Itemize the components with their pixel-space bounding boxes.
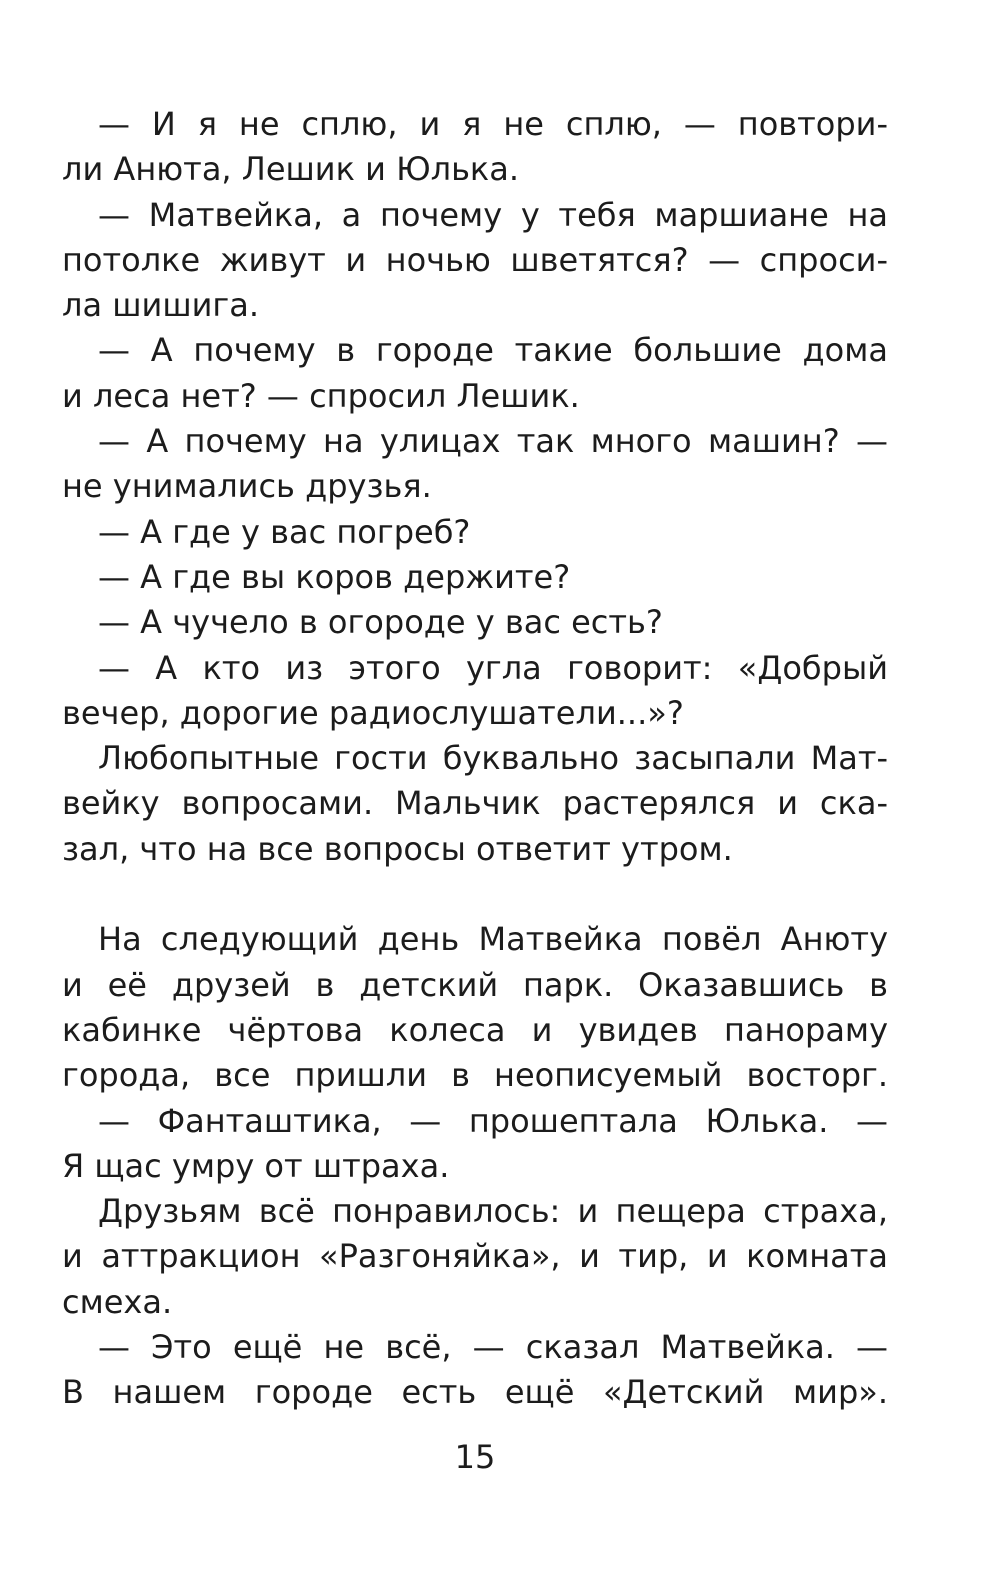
text-line: — А почему на улицах так много машин? — xyxy=(98,422,888,461)
text-line: Я щас умру от штраха. xyxy=(62,1146,450,1185)
text-line: ла шишига. xyxy=(62,286,259,325)
text-line: и её друзей в детский парк. Оказавшись в xyxy=(62,965,888,1004)
text-line: — Фанташтика, — прошептала Юлька. — xyxy=(98,1101,888,1140)
text-line: вейку вопросами. Мальчик растерялся и ска- xyxy=(62,784,888,823)
text-line: — А где вы коров держите? xyxy=(98,557,571,596)
section-break xyxy=(62,872,888,917)
text-line: — А кто из этого угла говорит: «Добрый xyxy=(98,648,888,687)
text-line: — А где у вас погреб? xyxy=(98,512,471,551)
text-line: кабинке чёртова колеса и увидев панораму xyxy=(62,1010,888,1049)
text-line: Друзьям всё понравилось: и пещера страха, xyxy=(98,1192,888,1231)
text-line: смеха. xyxy=(62,1282,173,1321)
text-line: потолке живут и ночью шветятся? — спроси- xyxy=(62,240,888,279)
text-line: — Матвейка, а почему у тебя маршиане на xyxy=(98,195,888,234)
text-line: — А чучело в огороде у вас есть? xyxy=(98,603,663,642)
text-line: не унимались друзья. xyxy=(62,467,432,506)
text-line: В нашем городе есть ещё «Детский мир». xyxy=(62,1373,888,1412)
text-line: и леса нет? — спросил Лешик. xyxy=(62,376,580,415)
text-line: и аттракцион «Разгоняйка», и тир, и комната xyxy=(62,1237,888,1276)
text-line: — И я не сплю, и я не сплю, — повтори- xyxy=(98,105,888,143)
text-line: — А почему в городе такие большие дома xyxy=(98,331,888,370)
page-number: 15 xyxy=(454,1438,496,1476)
text-line: На следующий день Матвейка повёл Анюту xyxy=(98,920,888,959)
text-line: — Это ещё не всё, — сказал Матвейка. — xyxy=(98,1328,888,1367)
text-line: города, все пришли в неописуемый восторг. xyxy=(62,1056,888,1095)
text-line: зал, что на все вопросы ответит утром. xyxy=(62,829,733,868)
text-line: ли Анюта, Лешик и Юлька. xyxy=(62,150,520,189)
page-text xyxy=(62,102,888,1416)
text-line: вечер, дорогие радиослушатели...»? xyxy=(62,693,684,732)
text-line: Любопытные гости буквально засыпали Мат- xyxy=(98,739,888,778)
